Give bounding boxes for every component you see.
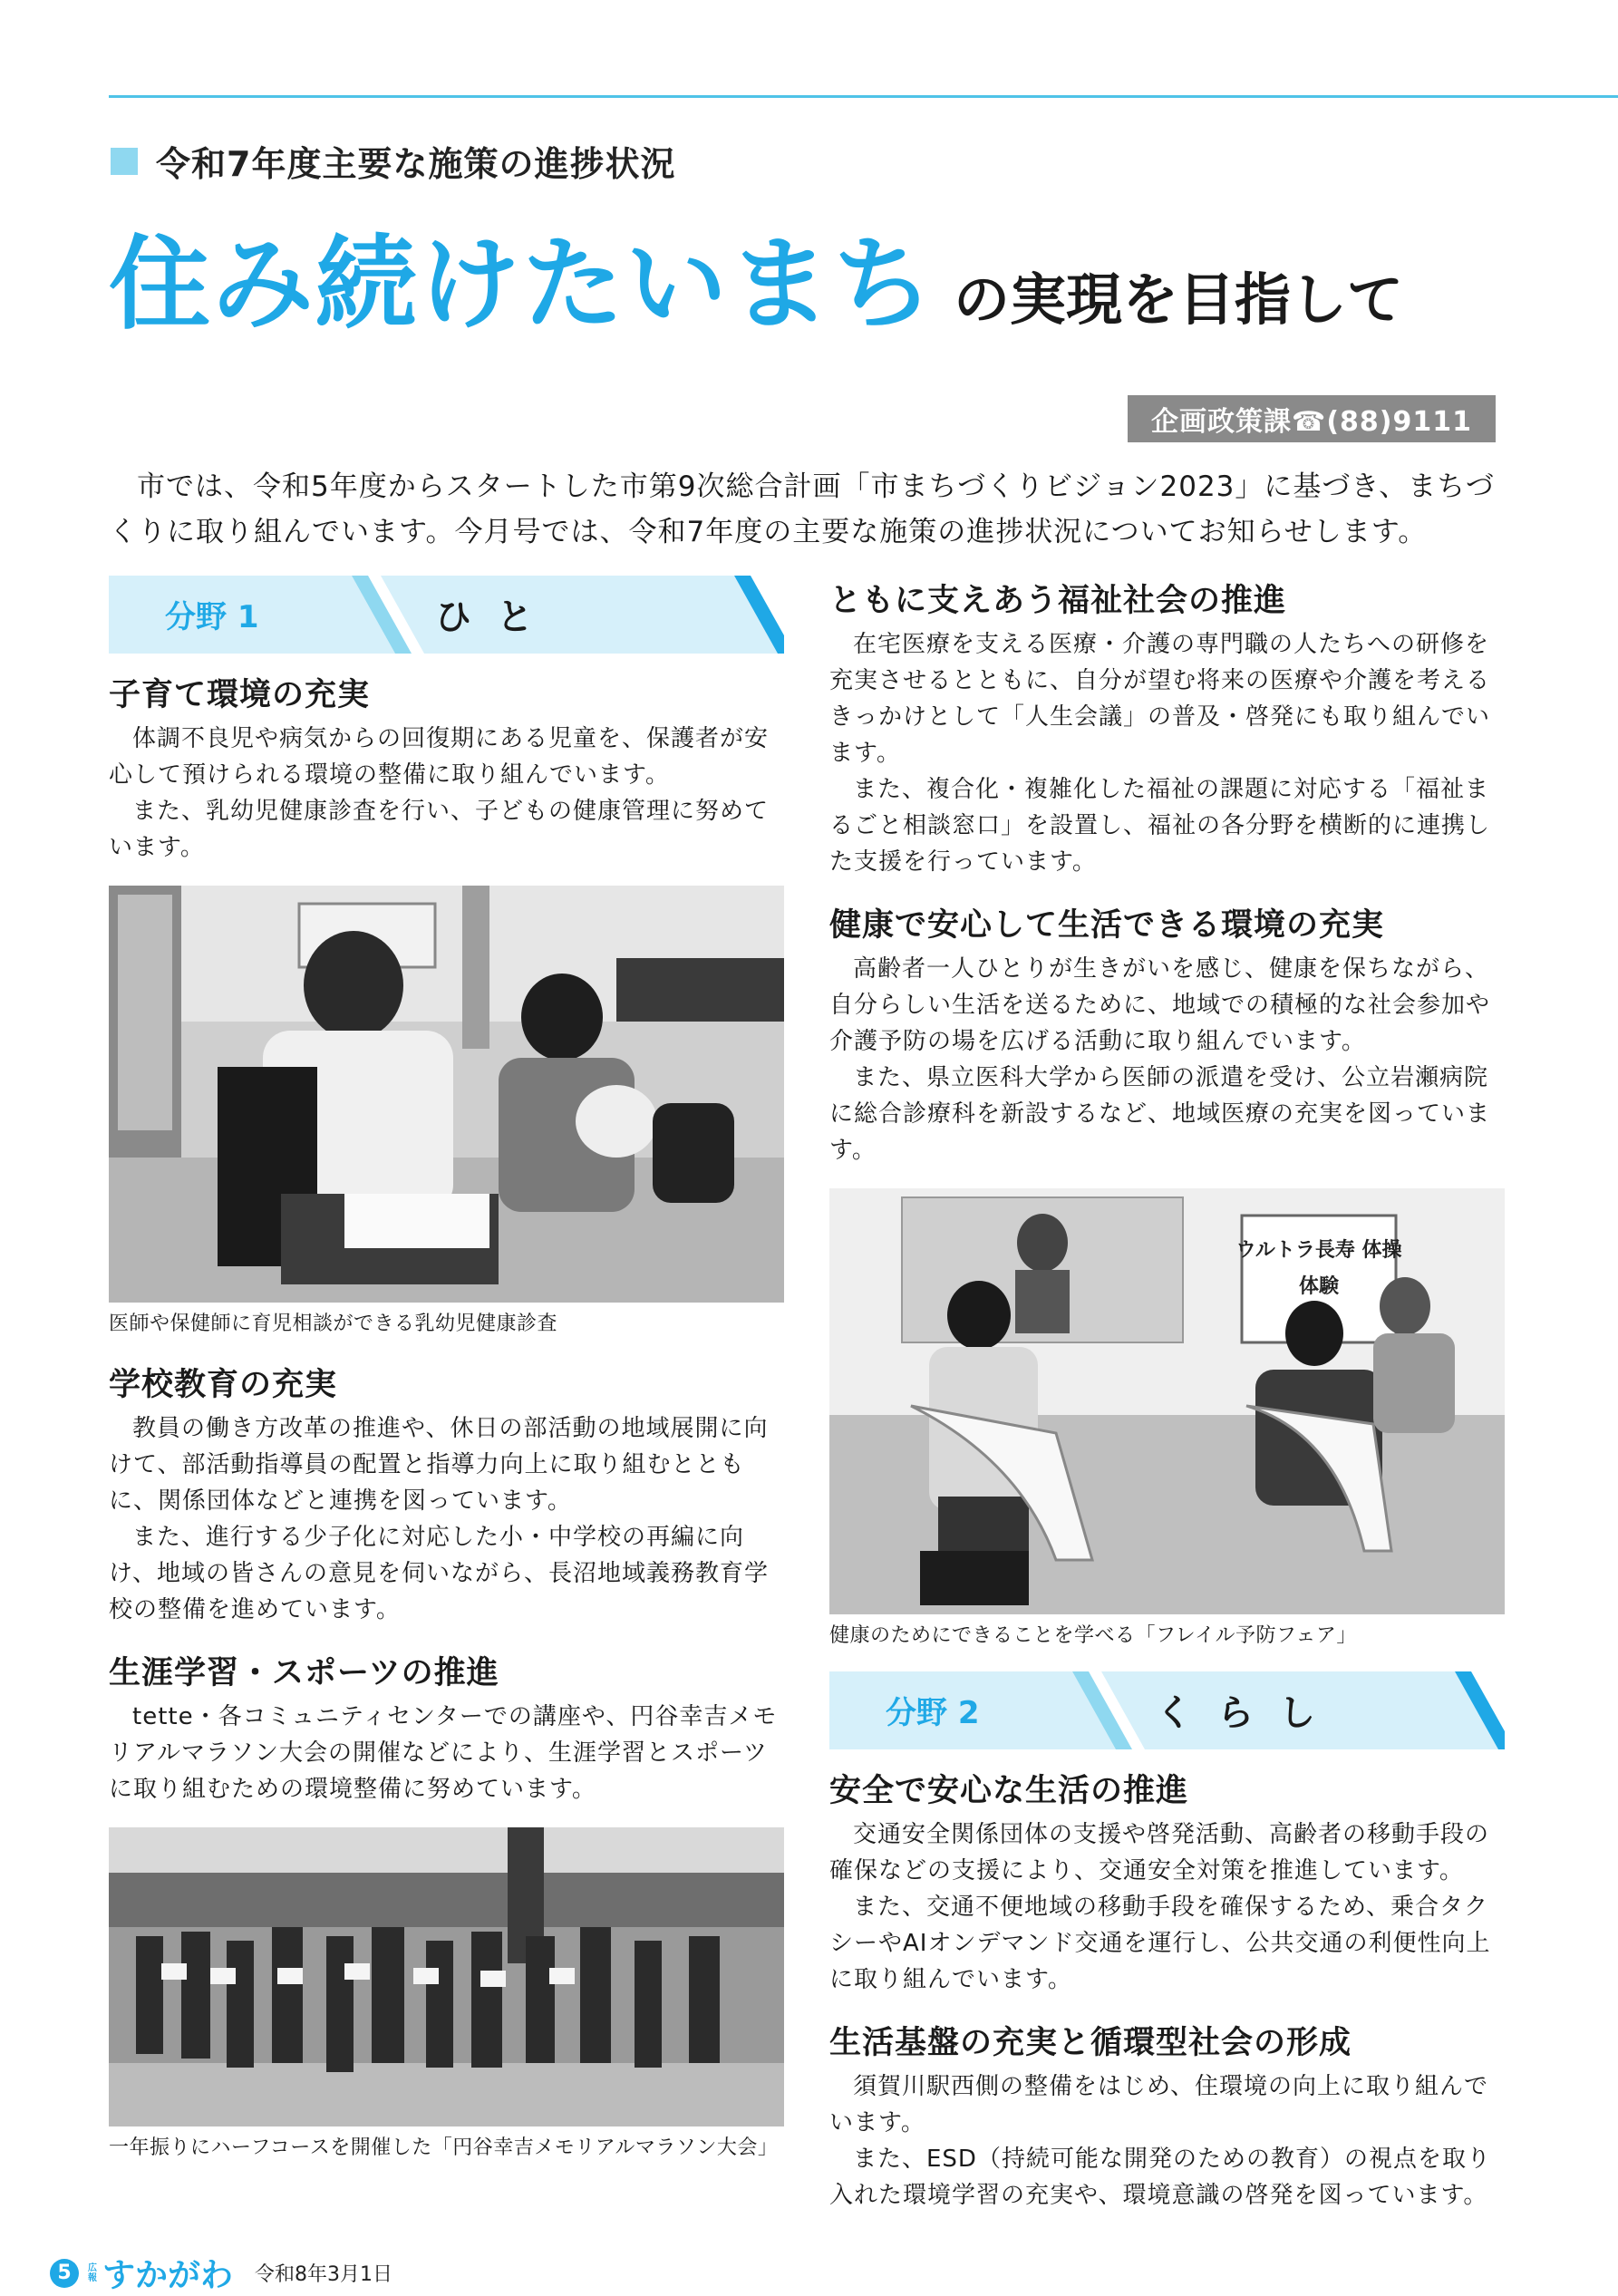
photo-frail-fair: [829, 1188, 1505, 1614]
para: 体調不良児や病気からの回復期にある児童を、保護者が安心して預けられる環境の整備に取り組んでいます。: [109, 725, 770, 789]
body-school: [109, 1410, 784, 1628]
para: 在宅医療を支える医療・介護の専門職の人たちへの研修を充実させるとともに、自分が望む将来の医療や介護を考えるきっかけとして「人生会議」の普及・啓発にも取り組んでいます。: [829, 631, 1491, 767]
issue-date: 令和8年3月1日: [255, 2263, 393, 2286]
left-column: [109, 576, 784, 2184]
body-infrastructure: [829, 2068, 1505, 2214]
para: また、ESD（持続可能な開発のための教育）の視点を取り入れた環境学習の充実や、環境意識の啓発を図っています。: [829, 2146, 1491, 2209]
body-welfare: [829, 626, 1505, 880]
body-health: [829, 951, 1505, 1168]
field2-banner: [829, 1671, 1505, 1749]
heading-school: 学校教育の充実: [109, 1367, 338, 1403]
phone-icon: ☎: [1291, 406, 1327, 438]
photo-marathon: [109, 1827, 784, 2126]
brand-small: 広報: [88, 2262, 97, 2283]
field2-title: くらし: [1156, 1692, 1341, 1734]
field1-title: ひと: [435, 596, 558, 638]
department-badge: [1128, 395, 1496, 442]
para: 教員の働き方改革の推進や、休日の部活動の地域展開に向けて、部活動指導員の配置と指導力向上に取り組むとともに、関係団体などと連携を図っています。: [109, 1415, 769, 1515]
para: また、県立医科大学から医師の派遣を受け、公立岩瀬病院に総合診療科を新設するなど、地域医療の充実を図っています。: [829, 1064, 1491, 1164]
para: tette・各コミュニティセンターでの講座や、円谷幸吉メモリアルマラソン大会の開催などにより、生涯学習とスポーツに取り組むための環境整備に努めています。: [109, 1703, 778, 1803]
footer: [50, 2250, 392, 2296]
field1-label: 分野 1: [165, 599, 259, 635]
caption-marathon: 一年振りにハーフコースを開催した「円谷幸吉メモリアルマラソン大会」: [109, 2136, 779, 2159]
heading-welfare: ともに支えあう福祉社会の推進: [829, 583, 1287, 619]
body-safety: [829, 1816, 1505, 1998]
board-line2: 体験: [1298, 1275, 1340, 1298]
department-name: 企画政策課: [1150, 406, 1292, 438]
para: また、乳幼児健康診査を行い、子どもの健康管理に努めています。: [109, 798, 770, 861]
para: また、進行する少子化に対応した小・中学校の再編に向け、地域の皆さんの意見を伺いながら、長沼地域義務教育学校の整備を進めています。: [109, 1524, 769, 1623]
para: 高齢者一人ひとりが生きがいを感じ、健康を保ちながら、自分らしい生活を送るために、地域での積極的な社会参加や介護予防の場を広げる活動に取り組んでいます。: [829, 955, 1491, 1055]
department-phone: (88)9111: [1326, 406, 1472, 438]
para: 交通安全関係団体の支援や啓発活動、高齢者の移動手段の確保などの支援により、交通安全対策を推進しています。: [829, 1821, 1490, 1884]
heading-safety: 安全で安心な生活の推進: [829, 1773, 1189, 1809]
brand-logo: すかがわ: [102, 2257, 234, 2294]
square-bullet-icon: [111, 148, 138, 175]
headline-sub: の実現を目指して: [954, 266, 1404, 333]
caption-frail: 健康のためにできることを学べる「フレイル予防フェア」: [829, 1624, 1357, 1647]
page-number: 5: [50, 2259, 79, 2288]
caption-checkup: 医師や保健師に育児相談ができる乳幼児健康診査: [109, 1313, 558, 1335]
section-label: [111, 136, 675, 186]
field2-label: 分野 2: [886, 1695, 980, 1731]
photo-health-checkup: [109, 886, 784, 1303]
checkup-photo: [109, 886, 784, 1303]
body-childcare: [109, 721, 784, 866]
para: 須賀川駅西側の整備をはじめ、住環境の向上に取り組んでいます。: [829, 2073, 1488, 2136]
para: また、交通不便地域の移動手段を確保するため、乗合タクシーやAIオンデマンド交通を運行し、公共交通の利便性向上に取り組んでいます。: [829, 1894, 1491, 1993]
section-label-text: 令和7年度主要な施策の進捗状況: [156, 144, 676, 184]
field1-banner: [109, 576, 784, 654]
headline-main: 住み続けたいまち: [109, 226, 935, 344]
heading-health: 健康で安心して生活できる環境の充実: [829, 907, 1385, 944]
heading-lifelong: 生涯学習・スポーツの推進: [109, 1655, 499, 1691]
board-line1: ウルトラ長寿 体操: [1235, 1239, 1402, 1262]
top-rule: [109, 95, 1618, 98]
headline: [109, 226, 1404, 344]
frail-fair-photo: [829, 1188, 1505, 1614]
heading-infrastructure: 生活基盤の充実と循環型社会の形成: [829, 2025, 1352, 2061]
heading-childcare: 子育て環境の充実: [109, 677, 371, 713]
marathon-photo: [109, 1827, 784, 2126]
para: また、複合化・複雑化した福祉の課題に対応する「福祉まるごと相談窓口」を設置し、福祉の各分野を横断的に連携した支援を行っています。: [829, 776, 1491, 876]
intro-paragraph: 市では、令和5年度からスタートした市第9次総合計画「市まちづくりビジョン2023」に基づき、まちづくりに取り組んでいます。今月号では、令和7年度の主要な施策の進捗状況についてお知らせします。: [109, 470, 1495, 548]
body-lifelong: [109, 1699, 784, 1807]
right-column: [829, 576, 1505, 2233]
